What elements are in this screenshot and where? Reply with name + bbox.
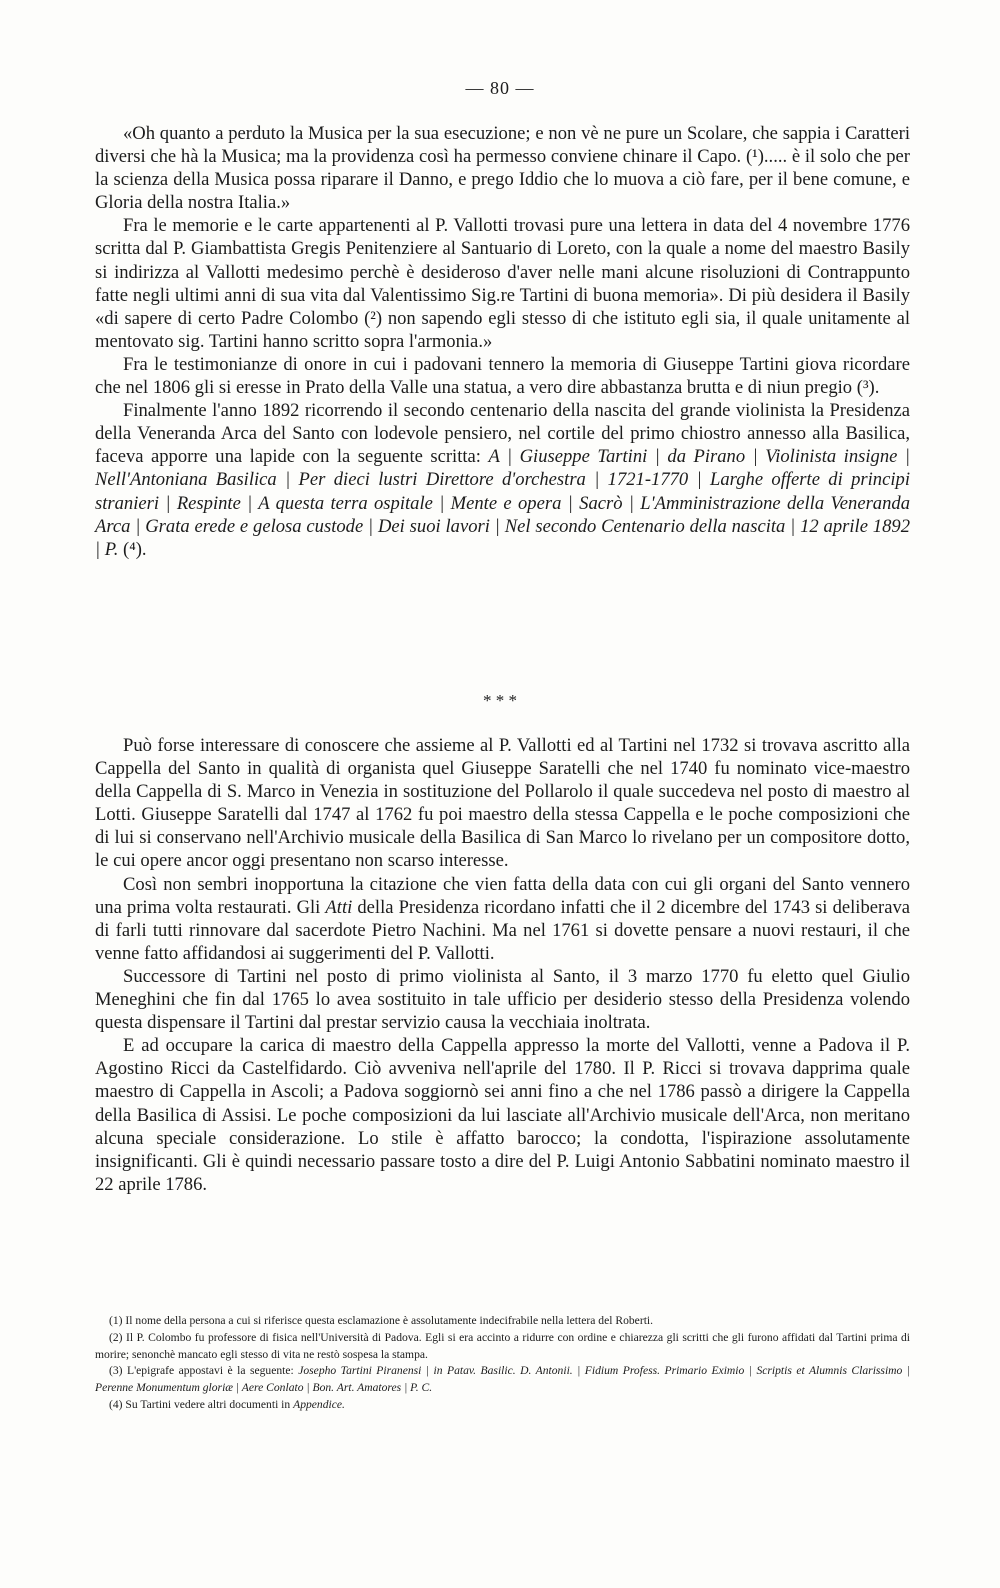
section-separator	[0, 693, 1000, 729]
page-number: — 80 —	[465, 78, 535, 98]
footnote-3-lead: (3) L'epigrafe appostavi è la seguente:	[109, 1364, 299, 1378]
footnote-1: (1) Il nome della persona a cui si riferisce questa esclamazione è assolutamente indecifrabile nella lettera del Roberti.	[109, 1314, 654, 1327]
footnote-4	[95, 1397, 910, 1414]
asterism: * * *	[483, 691, 517, 710]
paragraph-quote-letter: «Oh quanto a perduto la Musica per la sua esecuzione; e non vè ne pure un Scolare, che sappia i Caratteri diversi che hà la Musica; ma la providenza così ha permesso conviene chinare il Capo. (¹)..... è il solo che per la scienza della Musica possa riparare il Danno, e prego Iddio che lo muova a ciò fare, per il bene comune, e Gloria della nostra Italia.»	[95, 123, 910, 214]
paragraph-meneghini: Successore di Tartini nel posto di primo violinista al Santo, il 3 marzo 1770 fu eletto quel Giulio Meneghini che fin dal 1765 lo avea sostituito in tale ufficio per desiderio stesso della Presidenza volendo questa dispensare il Tartini dal prestar servizio causa la vecchiaia inoltrata.	[95, 965, 910, 1034]
footnote-4-appendice-link: Appendice.	[293, 1397, 345, 1411]
footnotes	[95, 1313, 910, 1414]
main-text-part-1	[95, 122, 910, 561]
organs-tail-text: della Presidenza ricordano infatti che il 2 dicembre del 1743 si deliberava di farli tutti rinnovare dal sacerdote Pietro Nachini. Ma nel 1761 si dovette pensare a nuovi restauri, il che venne fatto affidandosi ai suggerimenti del P. Vallotti.	[95, 896, 910, 964]
paragraph-lapide	[95, 399, 910, 561]
lapide-lead-text: Finalmente l'anno 1892 ricorrendo il secondo centenario della nascita del grande violinista la Presidenza della Veneranda Arca del Santo con lodevole pensiero, nel cortile del primo chiostro annesso alla Basilica, faceva apporre una lapide con la seguente scritta:	[95, 400, 910, 468]
main-text-part-2	[95, 734, 910, 1196]
organs-atti-italic: Atti	[325, 896, 353, 918]
lapide-inscription: A | Giuseppe Tartini | da Pirano | Violinista insigne | Nell'Antoniana Basilica | Per dieci lustri Direttore d'orchestra | 1721-1770 | Larghe offerte di principi stranieri | Respinte | A questa terra ospitale | Mente e opera | Sacrò | L'Amministrazione della Veneranda Arca | Grata erede e gelosa custode | Dei suoi lavori | Nel secondo Centenario della nascita | 12 aprile 1892 | P.	[95, 446, 910, 560]
paragraph-ricci: E ad occupare la carica di maestro della Cappella appresso la morte del Vallotti, venne a Padova il P. Agostino Ricci da Castelfidardo. Ciò avveniva nell'aprile del 1780. Il P. Ricci si trovava dapprima quale maestro di Cappella in Ascoli; a Padova soggiornò sei anni fino a che nel 1786 passò a dirigere la Cappella della Basilica di Assisi. Le poche composizioni da lui lasciate all'Archivio musicale dell'Arca, non meritano alcuna speciale considerazione. Lo stile è affatto barocco; la condotta, l'ispirazione assolutamente insignificanti. Gli è quindi necessario passare tosto a dire del P. Luigi Antonio Sabbatini nominato maestro il 22 aprile 1786.	[95, 1035, 910, 1195]
footnote-3	[95, 1363, 910, 1397]
footnote-2: (2) Il P. Colombo fu professore di fisica nell'Università di Padova. Egli si era accinto a ridurre con ordine e chiarezza gli scritti che gli furono affidati dal Tartini prima di morire; senonchè mancato egli stesso di vita ne restò sospesa la stampa.	[95, 1330, 910, 1361]
lapide-footnote-ref: (⁴).	[118, 538, 147, 560]
paragraph-organs	[95, 873, 910, 965]
paragraph-statue: Fra le testimonianze di onore in cui i padovani tennero la memoria di Giuseppe Tartini giova ricordare che nel 1806 gli si eresse in Prato della Valle una statua, a vero dire abbastanza brutta e di niun pregio (³).	[95, 353, 910, 399]
organs-lead-text: Così non sembri inopportuna la citazione che vien fatta della data con cui gli organi del Santo vennero una prima volta restaurati. Gli	[95, 873, 910, 918]
paragraph-saratelli: Può forse interessare di conoscere che assieme al P. Vallotti ed al Tartini nel 1732 si trovava ascritto alla Cappella del Santo in qualità di organista quel Giuseppe Saratelli che nel 1740 fu nominato vice-maestro della Cappella di S. Marco in Venezia in sostituzione del Pollarolo il quale succedeva nel posto di maestro al Lotti. Giuseppe Saratelli dal 1747 al 1762 fu poi maestro della stessa Cappella e le poche composizioni che di lui si conservano nell'Archivio musicale della Basilica di San Marco lo rivelano per un compositore dotto, le cui opere ancor oggi presentano non scarso interesse.	[95, 735, 910, 872]
footnote-4-lead: (4) Su Tartini vedere altri documenti in	[109, 1397, 294, 1411]
footnote-3-epigraph: Josepho Tartini Piranensi | in Patav. Basilic. D. Antonii. | Fidium Profess. Primario Eximio | Scriptis et Alumnis Clarissimo | Perenne Monumentum gloriæ | Aere Conlato | Bon. Art. Amatores | P. C.	[95, 1364, 910, 1395]
paragraph-vallotti-letter: Fra le memorie e le carte appartenenti al P. Vallotti trovasi pure una lettera in data del 4 novembre 1776 scritta dal P. Giambattista Gregis Penitenziere al Santuario di Loreto, con la quale a nome del maestro Basily si indirizza al Vallotti medesimo perchè è desideroso d'aver nelle mani alcune risoluzioni di Contrappunto fatte negli ultimi anni di sua vita dal Valentissimo Sig.re Tartini di buona memoria». Di più desidera il Basily «di sapere di certo Padre Colombo (²) non sapendo egli stesso di che istituto egli sia, il quale unitamente al mentovato sig. Tartini hanno scritto sopra l'armonia.»	[95, 215, 910, 352]
